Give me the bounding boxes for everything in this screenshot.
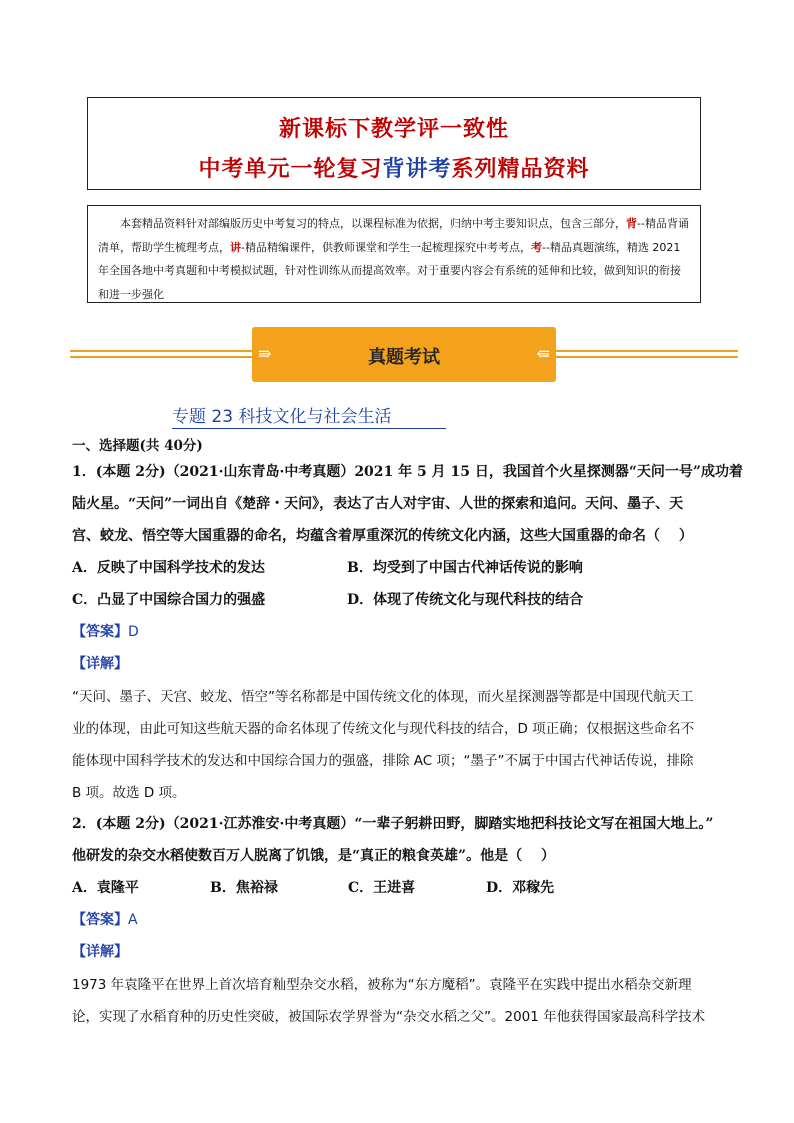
title-line-2-keywords: 背讲考 <box>382 156 452 182</box>
q2-option-b: B．焦裕禄 <box>210 880 278 896</box>
intro-box <box>87 205 701 303</box>
q2-detail-line-2: 论，实现了水稻育种的历史性突破，被国际农学界誉为“杂交水稻之父”。2001 年他获得国家最高科学技术 <box>72 1009 706 1025</box>
banner-rule-right <box>555 350 738 358</box>
title-line-2 <box>88 152 700 183</box>
banner-label: 真题考试 <box>368 347 440 368</box>
q1-answer <box>72 621 139 641</box>
topic-heading: 专题 23 科技文化与社会生活 <box>172 402 446 429</box>
q1-answer-value: D <box>128 624 139 640</box>
q2-option-c: C．王进喜 <box>348 880 416 896</box>
q2-option-d: D．邓稼先 <box>486 880 555 896</box>
q1-option-d: D．体现了传统文化与现代科技的结合 <box>347 592 584 608</box>
q2-answer-label: 【答案】 <box>72 912 128 928</box>
q1-detail-line-4: B 项。故选 D 项。 <box>72 785 186 801</box>
intro-keyword-jiang: 讲 <box>230 240 241 254</box>
title-line-1: 新课标下教学评一致性 <box>278 116 509 142</box>
section-title: 一、选择题(共 40分) <box>72 438 203 454</box>
intro-text-2: --精品背诵清单，帮助学生梳理考点， <box>98 217 689 254</box>
q1-option-b: B．均受到了中国古代神话传说的影响 <box>347 560 583 576</box>
q1-stem-line-2: 陆火星。“天问”一词出自《楚辞・天问》，表达了古人对宇宙、人世的探索和追问。天问、墨子、天 <box>72 496 684 512</box>
q1-stem-line-1: 1．(本题 2分)（2021·山东青岛·中考真题）2021 年 5 月 15 日，我国首个火星探测器“天问一号”成功着 <box>72 464 743 480</box>
q1-option-a: A．反映了中国科学技术的发达 <box>72 560 265 576</box>
section-banner <box>252 327 556 382</box>
q2-detail-line-1: 1973 年袁隆平在世界上首次培育籼型杂交水稻，被称为“东方魔稻”。袁隆平在实践中提出水稻杂交新理 <box>72 977 692 993</box>
intro-text-4: --精品真题演练，精选 2021 年全国各地中考真题和中考模拟试题，针对性训练从而提高效率。对于重要内容会有系统的延伸和比较，做到知识的衔接和进一步强化 <box>98 240 681 301</box>
arrow-left-icon: ⇚ <box>536 344 550 363</box>
q1-detail-line-1: “天问、墨子、天宫、蛟龙、悟空”等名称都是中国传统文化的体现，而火星探测器等都是中国现代航天工 <box>72 689 694 705</box>
intro-keyword-kao: 考 <box>530 240 542 254</box>
title-box <box>87 97 701 190</box>
banner-rule-left <box>70 350 252 358</box>
q2-stem-line-2: 他研发的杂交水稻使数百万人脱离了饥饿，是“真正的粮食英雄”。他是（ ） <box>72 848 555 864</box>
q1-detail-label: 【详解】 <box>72 656 128 672</box>
q1-stem-line-3: 宫、蛟龙、悟空等大国重器的命名，均蕴含着厚重深沉的传统文化内涵，这些大国重器的命名（ ） <box>72 528 693 544</box>
q2-detail-label: 【详解】 <box>72 944 128 960</box>
q2-option-a: A．袁隆平 <box>72 880 139 896</box>
q2-answer <box>72 909 138 929</box>
q2-answer-value: A <box>128 912 138 928</box>
intro-keyword-bei: 背 <box>626 217 637 230</box>
q1-answer-label: 【答案】 <box>72 624 128 640</box>
intro-text-1: 本套精品资料针对部编版历史中考复习的特点，以课程标准为依据，归纳中考主要知识点，包含三部分， <box>120 217 626 230</box>
q1-detail-line-3: 能体现中国科学技术的发达和中国综合国力的强盛，排除 AC 项；“墨子”不属于中国古代神话传说，排除 <box>72 753 694 769</box>
q2-stem-line-1: 2．(本题 2分)（2021·江苏淮安·中考真题）“一辈子躬耕田野，脚踏实地把科技论文写在祖国大地上。” <box>72 816 714 832</box>
title-line-2-part1: 中考单元一轮复习 <box>198 156 383 182</box>
arrow-right-icon: ⇛ <box>258 344 272 363</box>
q1-option-c: C．凸显了中国综合国力的强盛 <box>72 592 266 608</box>
intro-text-3: -精品精编课件，供教师课堂和学生一起梳理探究中考考点， <box>241 240 531 254</box>
title-line-2-part3: 系列精品资料 <box>451 156 590 182</box>
q1-detail-line-2: 业的体现，由此可知这些航天器的命名体现了传统文化与现代科技的结合，D 项正确；仅根据这些命名不 <box>72 721 695 737</box>
